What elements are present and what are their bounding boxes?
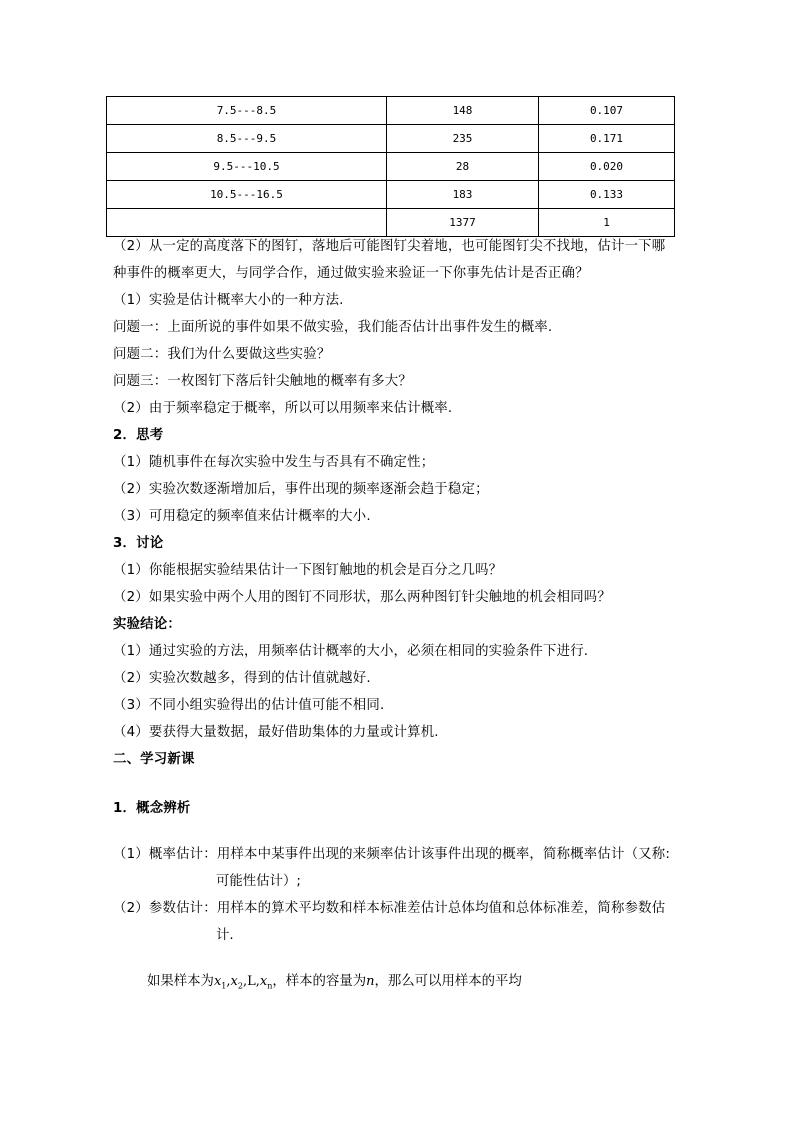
table-row xyxy=(107,97,675,125)
paragraph-line: 问题一：上面所说的事件如果不做实验，我们能否估计出事件发生的概率. xyxy=(113,320,553,335)
sample-variables-formula xyxy=(214,974,272,989)
table-cell-interval: 10.5---16.5 xyxy=(107,181,387,209)
paragraph-line: （2）由于频率稳定于概率，所以可以用频率来估计概率. xyxy=(113,401,453,416)
paragraph-line: （1）实验是估计概率大小的一种方法. xyxy=(113,293,344,308)
sample-sentence xyxy=(147,972,522,997)
formula-separator: , xyxy=(255,974,260,989)
definition-continuation: 可能性估计）; xyxy=(216,874,301,889)
paragraph-line: 种事件的概率更大，与同学合作，通过做实验来验证一下你事先估计是否正确？ xyxy=(113,266,589,281)
definition-line: （1）概率估计：用样本中某事件出现的来频率估计该事件出现的概率，简称概率估计（又称: xyxy=(113,847,671,862)
table-row xyxy=(107,125,675,153)
table-cell-interval: 7.5---8.5 xyxy=(107,97,387,125)
formula-symbol: x xyxy=(259,974,268,989)
table-cell-interval xyxy=(107,209,387,237)
table-cell-count: 148 xyxy=(387,97,539,125)
paragraph-line: （1）随机事件在每次实验中发生与否具有不确定性； xyxy=(113,455,435,470)
table-total-row xyxy=(107,209,675,237)
table-cell-frequency: 0.020 xyxy=(539,153,675,181)
table-cell-interval: 8.5---9.5 xyxy=(107,125,387,153)
paragraph-line: （2）从一定的高度落下的图钉，落地后可能图钉尖着地，也可能图钉尖不找地，估计一下哪 xyxy=(113,239,666,254)
section-heading: 二、学习新课 xyxy=(113,752,195,767)
sample-sentence-text: 如果样本为 xyxy=(147,974,214,989)
definition-line: （2）参数估计：用样本的算术平均数和样本标准差估计总体均值和总体标准差，简称参数估 xyxy=(113,901,666,916)
paragraph-line: （2）实验次数逐渐增加后，事件出现的频率逐渐会趋于稳定； xyxy=(113,482,489,497)
formula-ellipsis: L xyxy=(247,974,256,989)
table-row xyxy=(107,181,675,209)
paragraph-line: （1）你能根据实验结果估计一下图钉触地的机会是百分之几吗？ xyxy=(113,563,503,578)
table-cell-frequency: 0.133 xyxy=(539,181,675,209)
table-cell-total-count: 1377 xyxy=(387,209,539,237)
table-cell-frequency: 0.171 xyxy=(539,125,675,153)
paragraph-line: （2）如果实验中两个人用的图钉不同形状，那么两种图钉针尖触地的机会相同吗？ xyxy=(113,590,611,605)
sample-sentence-text: ，样本的容量为 xyxy=(272,974,367,989)
paragraph-line: 问题二：我们为什么要做这些实验？ xyxy=(113,347,331,362)
formula-symbol: x xyxy=(213,974,222,989)
table-cell-count: 235 xyxy=(387,125,539,153)
table-cell-total-frequency: 1 xyxy=(539,209,675,237)
sample-sentence-text: ，那么可以用样本的平均 xyxy=(374,974,522,989)
formula-separator: , xyxy=(242,974,248,989)
formula-subscript: n xyxy=(267,981,273,991)
table-cell-count: 183 xyxy=(387,181,539,209)
table-row xyxy=(107,153,675,181)
paragraph-line: 问题三：一枚图钉下落后针尖触地的概率有多大？ xyxy=(113,374,412,389)
definition-continuation: 计. xyxy=(216,928,234,943)
paragraph-line: （1）通过实验的方法，用频率估计概率的大小，必须在相同的实验条件下进行. xyxy=(113,644,589,659)
paragraph-line: （2）实验次数越多，得到的估计值就越好. xyxy=(113,671,371,686)
table-cell-count: 28 xyxy=(387,153,539,181)
section-heading: 3．讨论 xyxy=(113,536,164,551)
frequency-table xyxy=(106,96,675,237)
sample-size-symbol: n xyxy=(366,974,375,989)
paragraph-line: （3）可用稳定的频率值来估计概率的大小. xyxy=(113,509,371,524)
section-heading: 实验结论： xyxy=(113,617,181,632)
formula-separator: , xyxy=(226,974,231,989)
table-cell-interval: 9.5---10.5 xyxy=(107,153,387,181)
formula-symbol: x xyxy=(230,974,238,989)
paragraph-line: （3）不同小组实验得出的估计值可能不相同. xyxy=(113,698,385,713)
formula-subscript: 2 xyxy=(237,981,243,991)
section-heading: 2．思考 xyxy=(113,428,164,443)
paragraph-line: （4）要获得大量数据，最好借助集体的力量或计算机. xyxy=(113,725,439,740)
section-heading: 1．概念辨析 xyxy=(113,801,191,816)
formula-subscript: 1 xyxy=(221,981,227,991)
table-cell-frequency: 0.107 xyxy=(539,97,675,125)
